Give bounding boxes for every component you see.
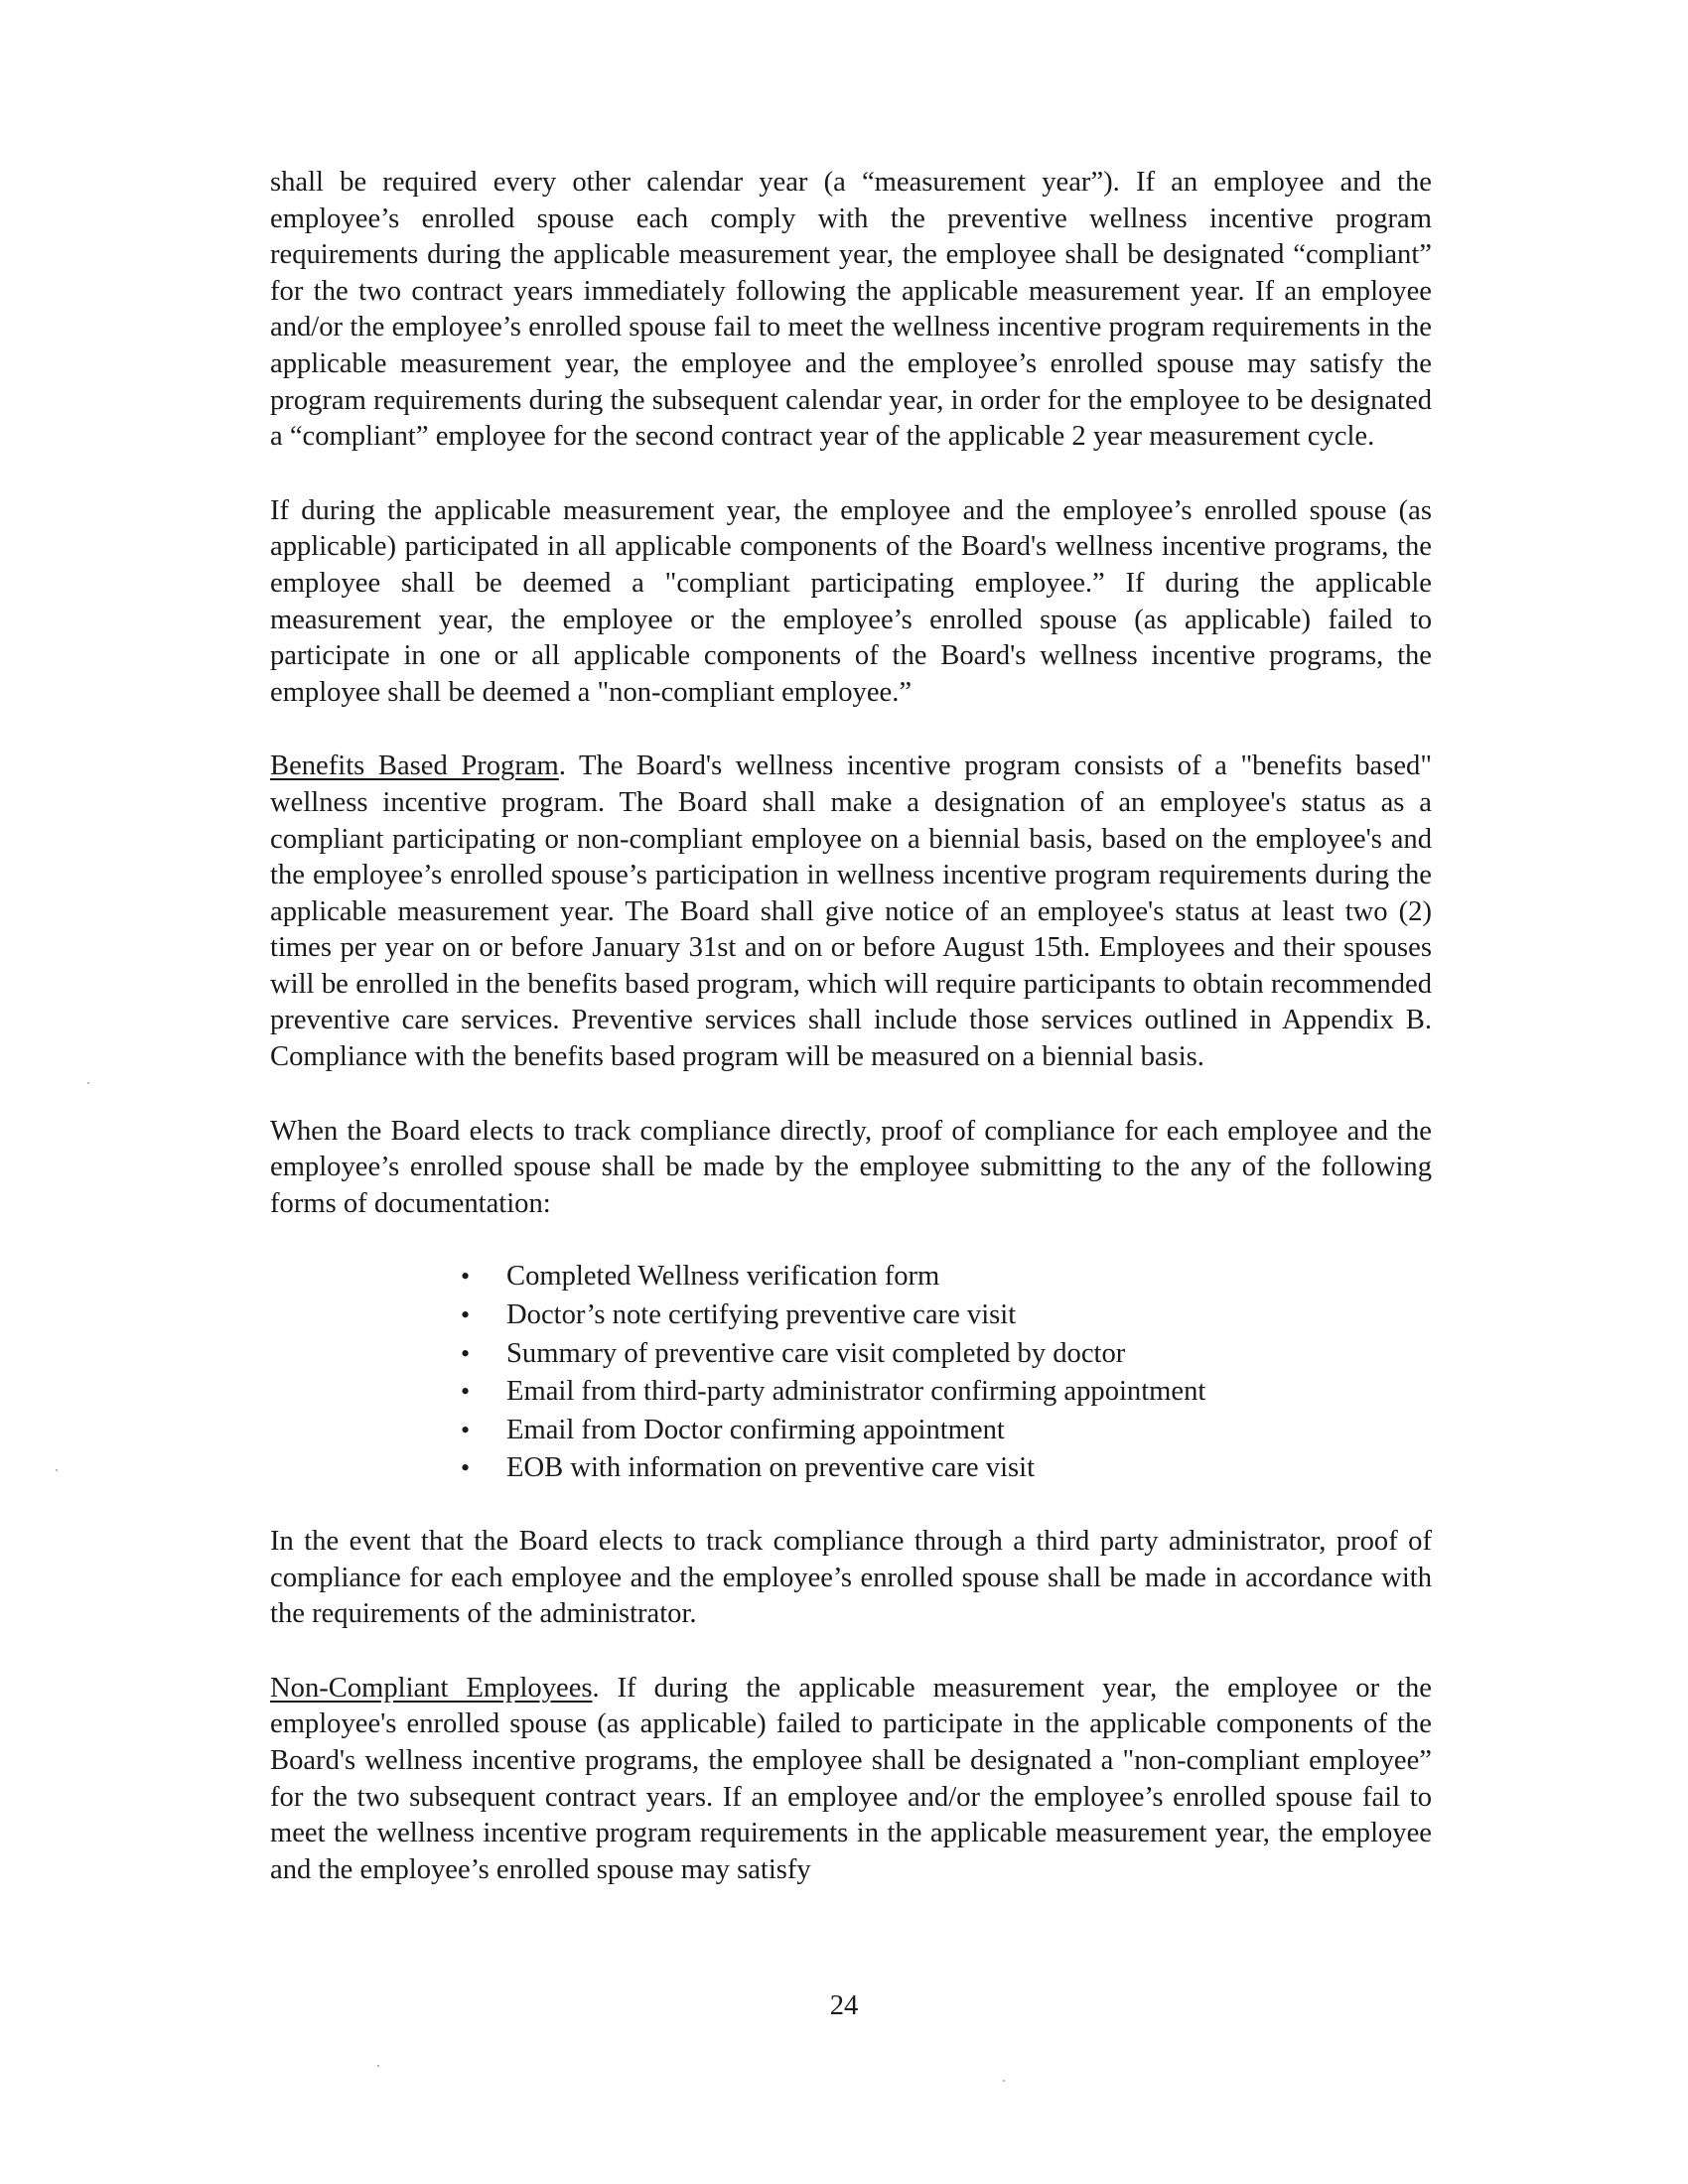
paragraph-measurement-year: shall be required every other calendar year (a “measurement year”). If an employee and the employee’s enrolled spouse each comply with the preventive wellness incentive program requirements during the applicable measurement year, the employee shall be designated “compliant” for the two contract years immediately following the applicable measurement year. If an employee and/or the employee’s enrolled spouse fail to meet the wellness incentive program requirements in the applicable measurement year, the employee and the employee’s enrolled spouse may satisfy the program requirements during the subsequent calendar year, in order for the employee to be designated a “compliant” employee for the second contract year of the applicable 2 year measurement cycle. [270,167,1432,453]
paragraph-benefits-based-program [270,749,1432,1075]
benefits-based-program-text: . The Board's wellness incentive program consists of a "benefits based" wellness incentive program. The Board shall make a designation of an employee's status as a compliant participating or non-compliant employee on a biennial basis, based on the employee's and the employee’s enrolled spouse’s participation in wellness incentive program requirements during the applicable measurement year. The Board shall give notice of an employee's status at least two (2) times per year on or before January 31st and on or before August 15th. Employees and their spouses will be enrolled in the benefits based program, which will require participants to obtain recommended preventive care services. Preventive services shall include those services outlined in Appendix B. Compliance with the benefits based program will be measured on a biennial basis. [270,751,1432,1073]
list-item [270,1335,1432,1374]
list-item-text: EOB with information on preventive care visit [506,1452,1036,1484]
list-item [270,1373,1432,1412]
section-heading-non-compliant-employees: Non-Compliant Employees [270,1672,593,1704]
list-item [270,1412,1432,1450]
bullet-icon: • [461,1415,471,1444]
documentation-forms-list [270,1258,1432,1488]
bullet-icon: • [461,1453,471,1483]
list-item-text: Email from Doctor confirming appointment [506,1414,1005,1445]
scan-speck [87,1082,89,1084]
paragraph-third-party-administrator: In the event that the Board elects to track compliance through a third party administrator, proof of compliance for each employee and the employee’s enrolled spouse shall be made in accordance with the requirements of the administrator. [270,1526,1432,1630]
paragraph-track-compliance-directly: When the Board elects to track compliance directly, proof of compliance for each employee and the employee’s enrolled spouse shall be made by the employee submitting to the any of the following forms of documentation: [270,1115,1432,1219]
section-heading-benefits-based-program: Benefits Based Program [270,751,559,782]
list-item-text: Email from third-party administrator confirming appointment [506,1376,1206,1408]
non-compliant-employees-text: . If during the applicable measurement year, the employee or the employee's enrolled spouse (as applicable) failed to participate in the applicable components of the Board's wellness incentive programs, the employee shall be designated a "non-compliant employee” for the two subsequent contract years. If an employee and/or the employee’s enrolled spouse fail to meet the wellness incentive program requirements in the applicable measurement year, the employee and the employee’s enrolled spouse may satisfy [270,1672,1432,1885]
scan-speck [1003,2080,1005,2082]
scan-speck [377,2065,379,2067]
list-item [270,1297,1432,1335]
list-item-text: Doctor’s note certifying preventive care visit [506,1299,1017,1331]
page-number: 24 [829,1990,859,2021]
paragraph-compliant-participating: If during the applicable measurement year, the employee and the employee’s enrolled spouse (as applicable) participated in all applicable components of the Board's wellness incentive programs, the employee shall be deemed a "compliant participating employee.” If during the applicable measurement year, the employee or the employee’s enrolled spouse (as applicable) failed to participate in one or all applicable components of the Board's wellness incentive programs, the employee shall be deemed a "non-compliant employee.” [270,494,1432,708]
bullet-icon: • [461,1262,471,1292]
bullet-icon: • [461,1338,471,1368]
list-item-text: Completed Wellness verification form [506,1261,940,1293]
document-body [270,165,1432,1926]
bullet-icon: • [461,1377,471,1407]
paragraph-non-compliant-employees [270,1671,1432,1889]
list-item-text: Summary of preventive care visit completed by doctor [506,1337,1126,1369]
scan-speck [56,1469,58,1471]
list-item [270,1449,1432,1488]
list-item [270,1258,1432,1297]
bullet-icon: • [461,1300,471,1330]
